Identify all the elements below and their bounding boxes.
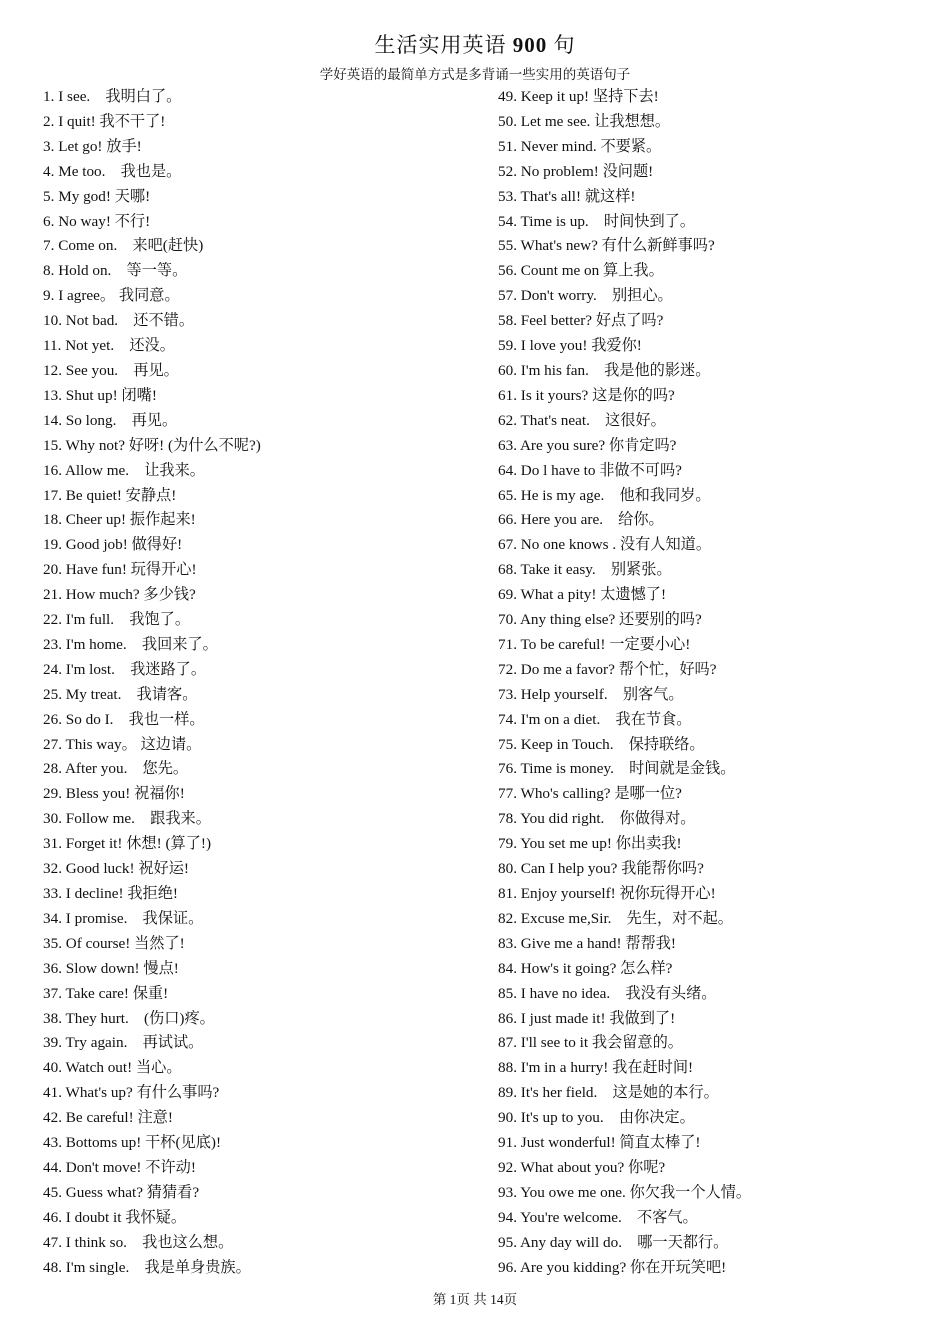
phrase-item: 61. Is it yours? 这是你的吗? xyxy=(498,386,675,404)
phrase-item: 63. Are you sure? 你肯定吗? xyxy=(498,436,677,454)
phrase-item: 93. You owe me one. 你欠我一个人情。 xyxy=(498,1183,752,1201)
phrase-item: 24. I'm lost. 我迷路了。 xyxy=(43,660,207,678)
phrase-item: 41. What's up? 有什么事吗? xyxy=(43,1084,220,1102)
phrase-item: 73. Help yourself. 别客气。 xyxy=(498,685,684,703)
phrase-item: 17. Be quiet! 安静点! xyxy=(43,486,177,504)
phrase-item: 31. Forget it! 休想! (算了!) xyxy=(43,835,212,853)
phrase-item: 26. So do I. 我也一样。 xyxy=(43,710,205,728)
phrase-item: 78. You did right. 你做得对。 xyxy=(498,810,696,828)
phrase-item: 9. I agree。 我同意。 xyxy=(43,287,180,305)
phrase-item: 56. Count me on 算上我。 xyxy=(498,262,664,280)
phrase-item: 71. To be careful! 一定要小心! xyxy=(498,635,691,653)
phrase-item: 3. Let go! 放手! xyxy=(43,137,142,155)
page-title xyxy=(0,30,950,60)
phrase-item: 67. No one knows . 没有人知道。 xyxy=(498,536,712,554)
page-subtitle: 学好英语的最简单方式是多背诵一些实用的英语句子 xyxy=(319,67,631,82)
phrase-item: 11. Not yet. 还没。 xyxy=(43,337,175,355)
phrase-item: 74. I'm on a diet. 我在节食。 xyxy=(498,710,692,728)
phrase-item: 58. Feel better? 好点了吗? xyxy=(498,312,664,330)
phrase-item: 77. Who's calling? 是哪一位? xyxy=(498,785,682,803)
phrase-item: 20. Have fun! 玩得开心! xyxy=(43,561,197,579)
phrase-item: 96. Are you kidding? 你在开玩笑吧! xyxy=(498,1258,727,1276)
phrase-item: 12. See you. 再见。 xyxy=(43,361,179,379)
phrase-item: 21. How much? 多少钱? xyxy=(43,586,196,604)
phrase-item: 72. Do me a favor? 帮个忙，好吗? xyxy=(498,660,717,678)
phrase-item: 27. This way。 这边请。 xyxy=(43,735,202,753)
phrase-item: 92. What about you? 你呢? xyxy=(498,1158,666,1176)
phrase-item: 62. That's neat. 这很好。 xyxy=(498,411,666,429)
phrase-item: 52. No problem! 没问题! xyxy=(498,162,654,180)
phrase-item: 83. Give me a hand! 帮帮我! xyxy=(498,934,676,952)
phrase-item: 28. After you. 您先。 xyxy=(43,760,189,778)
phrase-item: 30. Follow me. 跟我来。 xyxy=(43,810,211,828)
phrase-list-left xyxy=(43,85,483,1281)
phrase-item: 2. I quit! 我不干了! xyxy=(43,112,166,130)
phrase-item: 10. Not bad. 还不错。 xyxy=(43,312,195,330)
phrase-item: 89. It's her field. 这是她的本行。 xyxy=(498,1084,719,1102)
phrase-item: 53. That's all! 就这样! xyxy=(498,187,636,205)
phrase-item: 76. Time is money. 时间就是金钱。 xyxy=(498,760,736,778)
phrase-item: 22. I'm full. 我饱了。 xyxy=(43,611,191,629)
phrase-item: 75. Keep in Touch. 保持联络。 xyxy=(498,735,705,753)
phrase-item: 81. Enjoy yourself! 祝你玩得开心! xyxy=(498,885,716,902)
phrase-item: 55. What's new? 有什么新鲜事吗? xyxy=(498,237,715,255)
phrase-item: 48. I'm single. 我是单身贵族。 xyxy=(43,1258,251,1276)
phrase-item: 44. Don't move! 不许动! xyxy=(43,1158,196,1176)
title-suffix: 句 xyxy=(547,33,576,57)
phrase-item: 4. Me too. 我也是。 xyxy=(43,162,182,180)
page-number-footer: 第 1页 共 14页 xyxy=(432,1292,518,1307)
phrase-item: 68. Take it easy. 别紧张。 xyxy=(498,561,672,579)
phrase-item: 36. Slow down! 慢点! xyxy=(43,959,179,977)
phrase-item: 5. My god! 天哪! xyxy=(43,187,151,205)
phrase-item: 54. Time is up. 时间快到了。 xyxy=(498,212,696,230)
phrase-item: 29. Bless you! 祝福你! xyxy=(43,785,185,803)
phrase-item: 94. You're welcome. 不客气。 xyxy=(498,1208,698,1226)
phrase-item: 49. Keep it up! 坚持下去! xyxy=(498,88,659,105)
phrase-item: 19. Good job! 做得好! xyxy=(43,536,183,554)
phrase-item: 8. Hold on. 等一等。 xyxy=(43,262,188,280)
phrase-item: 69. What a pity! 太遗憾了! xyxy=(498,586,667,604)
phrase-item: 95. Any day will do. 哪一天都行。 xyxy=(498,1233,729,1251)
phrase-item: 43. Bottoms up! 干杯(见底)! xyxy=(43,1134,222,1152)
phrase-item: 66. Here you are. 给你。 xyxy=(498,511,664,529)
phrase-item: 18. Cheer up! 振作起来! xyxy=(43,511,196,529)
phrase-item: 88. I'm in a hurry! 我在赶时间! xyxy=(498,1059,694,1077)
phrase-item: 25. My treat. 我请客。 xyxy=(43,685,198,703)
phrase-item: 85. I have no idea. 我没有头绪。 xyxy=(498,984,717,1002)
phrase-item: 42. Be careful! 注意! xyxy=(43,1109,173,1127)
phrase-item: 6. No way! 不行! xyxy=(43,212,151,230)
phrase-item: 65. He is my age. 他和我同岁。 xyxy=(498,486,711,504)
phrase-item: 45. Guess what? 猜猜看? xyxy=(43,1183,200,1201)
phrase-item: 84. How's it going? 怎么样? xyxy=(498,959,673,977)
phrase-item: 90. It's up to you. 由你决定。 xyxy=(498,1109,695,1127)
phrase-item: 32. Good luck! 祝好运! xyxy=(43,860,189,878)
phrase-item: 14. So long. 再见。 xyxy=(43,411,178,429)
phrase-item: 50. Let me see. 让我想想。 xyxy=(498,112,671,130)
phrase-item: 64. Do l have to 非做不可吗? xyxy=(498,461,682,479)
phrase-item: 1. I see. 我明白了。 xyxy=(43,88,182,105)
phrase-item: 15. Why not? 好呀! (为什么不呢?) xyxy=(43,436,261,454)
phrase-item: 51. Never mind. 不要紧。 xyxy=(498,137,662,155)
title-number: 900 xyxy=(512,33,548,57)
phrase-item: 38. They hurt. (伤口)疼。 xyxy=(43,1009,215,1027)
phrase-item: 47. I think so. 我也这么想。 xyxy=(43,1233,234,1251)
phrase-item: 79. You set me up! 你出卖我! xyxy=(498,835,682,853)
phrase-item: 16. Allow me. 让我来。 xyxy=(43,461,205,479)
phrase-item: 91. Just wonderful! 简直太棒了! xyxy=(498,1134,701,1152)
phrase-item: 82. Excuse me,Sir. 先生，对不起。 xyxy=(498,909,733,927)
phrase-item: 60. I'm his fan. 我是他的影迷。 xyxy=(498,361,711,379)
phrase-item: 57. Don't worry. 别担心。 xyxy=(498,287,673,305)
phrase-item: 40. Watch out! 当心。 xyxy=(43,1059,182,1077)
phrase-item: 46. I doubt it 我怀疑。 xyxy=(43,1208,187,1226)
phrase-item: 59. I love you! 我爱你! xyxy=(498,337,642,355)
phrase-item: 37. Take care! 保重! xyxy=(43,984,169,1002)
phrase-item: 35. Of course! 当然了! xyxy=(43,934,185,952)
phrase-item: 34. I promise. 我保证。 xyxy=(43,909,204,927)
phrase-item: 7. Come on. 来吧(赶快) xyxy=(43,237,204,255)
phrase-item: 70. Any thing else? 还要别的吗? xyxy=(498,611,702,629)
phrase-list-right xyxy=(498,85,938,1281)
phrase-item: 39. Try again. 再试试。 xyxy=(43,1034,204,1052)
phrase-item: 80. Can I help you? 我能帮你吗? xyxy=(498,860,704,878)
phrase-item: 86. I just made it! 我做到了! xyxy=(498,1009,676,1027)
phrase-item: 87. I'll see to it 我会留意的。 xyxy=(498,1034,683,1052)
phrase-item: 13. Shut up! 闭嘴! xyxy=(43,386,157,404)
phrase-item: 23. I'm home. 我回来了。 xyxy=(43,635,218,653)
title-prefix: 生活实用英语 xyxy=(374,33,513,57)
phrase-item: 33. I decline! 我拒绝! xyxy=(43,885,178,902)
